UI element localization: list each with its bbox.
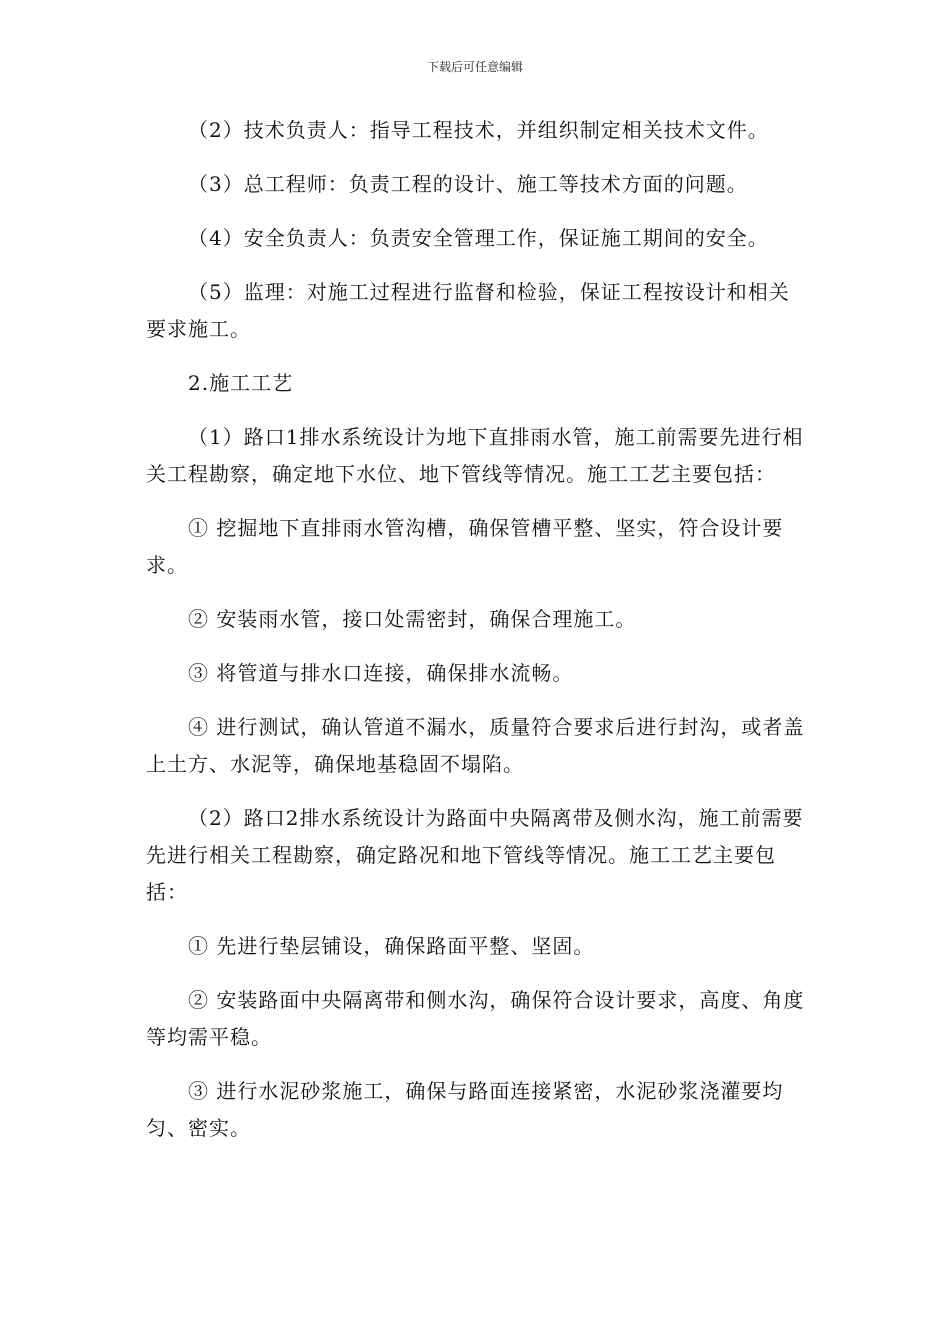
list-item-1-2: ② 安装雨水管，接口处需密封，确保合理施工。 [188,607,637,631]
paragraph-tech-lead: （2）技术负责人：指导工程技术，并组织制定相关技术文件。 [188,118,769,142]
document-body [146,112,806,1147]
list-item-2-3: ③ 进行水泥砂浆施工，确保与路面连接紧密，水泥砂浆浇灌要均匀、密实。 [146,1079,784,1140]
list-item-1-4: ④ 进行测试，确认管道不漏水，质量符合要求后进行封沟，或者盖上土方、水泥等，确保地基稳固不塌陷。 [146,715,805,776]
page-header: 下载后可任意编辑 [426,60,523,74]
paragraph-intersection-2: （2）路口2排水系统设计为路面中央隔离带及侧水沟，施工前需要先进行相关工程勘察，确定路况和地下管线等情况。施工工艺主要包括： [146,806,804,904]
paragraph-supervisor: （5）监理：对施工过程进行监督和检验，保证工程按设计和相关要求施工。 [146,280,790,341]
list-item-2-1: ① 先进行垫层铺设，确保路面平整、坚固。 [188,934,595,958]
list-item-1-3: ③ 将管道与排水口连接，确保排水流畅。 [188,661,574,685]
section-heading-construction-process: 2.施工工艺 [188,371,294,395]
list-item-1-1: ① 挖掘地下直排雨水管沟槽，确保管槽平整、坚实，符合设计要求。 [146,516,784,577]
paragraph-intersection-1: （1）路口1排水系统设计为地下直排雨水管，施工前需要先进行相关工程勘察，确定地下水位、地下管线等情况。施工工艺主要包括： [146,425,804,486]
paragraph-chief-engineer: （3）总工程师：负责工程的设计、施工等技术方面的问题。 [188,172,748,196]
list-item-2-2: ② 安装路面中央隔离带和侧水沟，确保符合设计要求，高度、角度等均需平稳。 [146,988,805,1049]
paragraph-safety-lead: （4）安全负责人：负责安全管理工作，保证施工期间的安全。 [188,226,769,250]
